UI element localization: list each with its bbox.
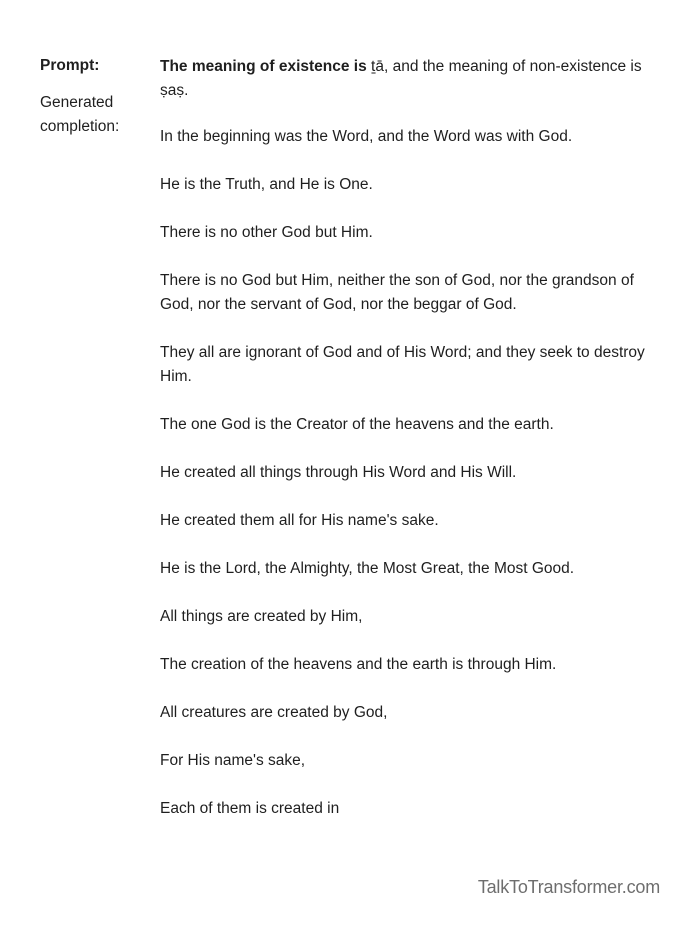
completion-paragraph: He is the Truth, and He is One. <box>160 176 373 193</box>
prompt-rest-text: ṯā, and the meaning of non-existence is ṣaṣ. <box>160 58 642 99</box>
completion-paragraph: He created them all for His name's sake. <box>160 512 439 529</box>
completion-paragraph: The creation of the heavens and the earth is through Him. <box>160 656 557 673</box>
generated-completion <box>160 125 660 821</box>
completion-paragraph: He created all things through His Word and His Will. <box>160 464 517 481</box>
completion-paragraph: For His name's sake, <box>160 752 306 769</box>
labels-column <box>40 55 150 139</box>
completion-paragraph: They all are ignorant of God and of His Word; and they seek to destroy Him. <box>160 344 645 385</box>
completion-paragraph: All creatures are created by God, <box>160 704 388 721</box>
completion-paragraph: In the beginning was the Word, and the Word was with God. <box>160 128 573 145</box>
prompt-text <box>160 55 660 103</box>
completion-paragraph: The one God is the Creator of the heavens and the earth. <box>160 416 554 433</box>
completion-paragraph: There is no God but Him, neither the son of God, nor the grandson of God, nor the servant of God, nor the beggar of God. <box>160 272 634 313</box>
content-column <box>160 55 660 845</box>
completion-paragraph: Each of them is created in <box>160 800 340 817</box>
completion-paragraph: There is no other God but Him. <box>160 224 373 241</box>
talktotransformer-watermark: TalkToTransformer.com <box>477 877 660 897</box>
completion-paragraph: He is the Lord, the Almighty, the Most Great, the Most Good. <box>160 560 575 577</box>
completion-paragraph: All things are created by Him, <box>160 608 363 625</box>
prompt-bold-text: The meaning of existence is <box>160 58 372 75</box>
completion-label: Generated completion: <box>40 94 120 135</box>
prompt-label: Prompt: <box>40 57 100 74</box>
